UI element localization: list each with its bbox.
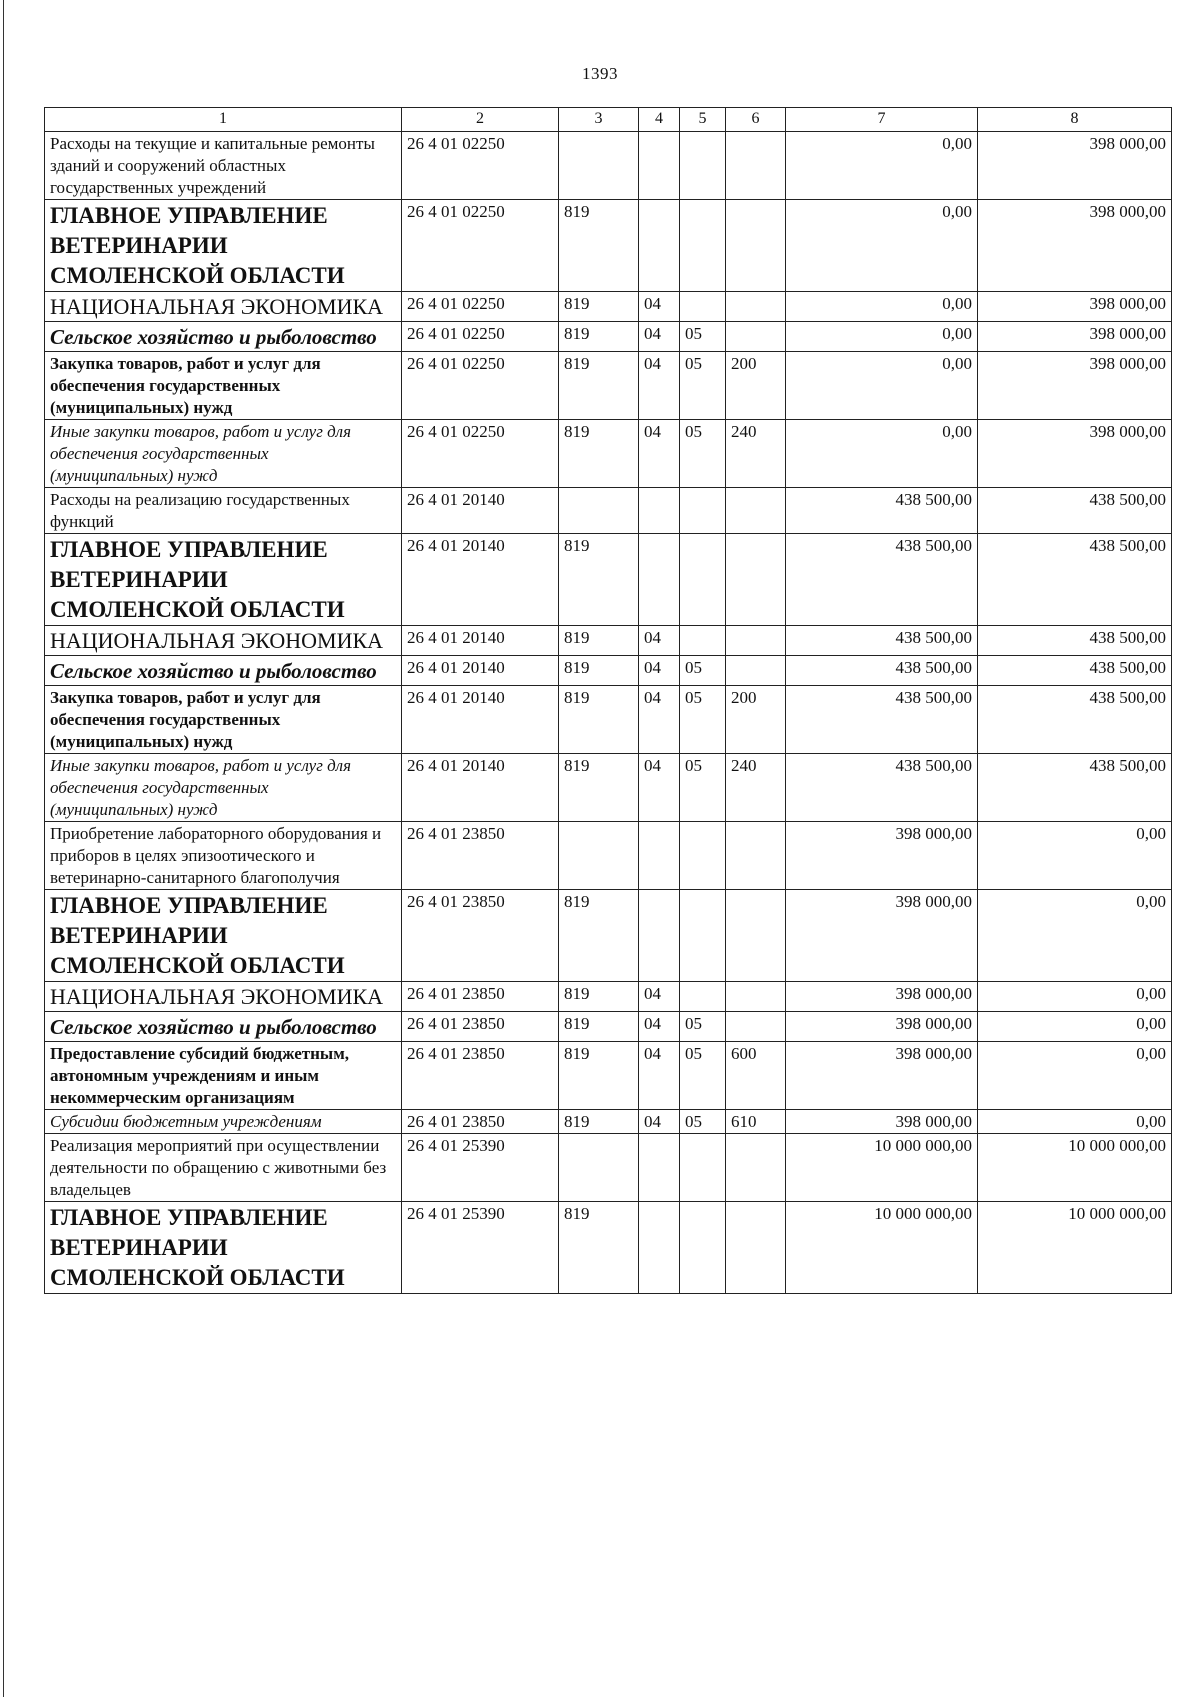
table-row	[45, 1012, 1172, 1042]
subsection-code-cell	[680, 200, 726, 292]
amount-year1-cell: 0,00	[786, 132, 978, 200]
row-name-cell: Расходы на реализацию государственных функций	[45, 488, 402, 534]
amount-year2-cell: 438 500,00	[978, 626, 1172, 656]
expense-type-cell	[726, 322, 786, 352]
target-code-cell: 26 4 01 23850	[402, 822, 559, 890]
amount-year1-cell: 398 000,00	[786, 822, 978, 890]
expense-type-cell	[726, 626, 786, 656]
row-name-cell: Сельское хозяйство и рыболовство	[45, 1012, 402, 1042]
row-name-cell: НАЦИОНАЛЬНАЯ ЭКОНОМИКА	[45, 626, 402, 656]
expense-type-cell	[726, 200, 786, 292]
header-cell: 3	[559, 108, 639, 132]
subsection-code-cell	[680, 626, 726, 656]
admin-code-cell: 819	[559, 656, 639, 686]
left-margin-line	[3, 0, 4, 1697]
header-cell: 7	[786, 108, 978, 132]
subsection-code-cell	[680, 822, 726, 890]
expense-type-cell	[726, 982, 786, 1012]
expense-type-cell	[726, 890, 786, 982]
amount-year2-cell: 438 500,00	[978, 754, 1172, 822]
amount-year1-cell: 0,00	[786, 200, 978, 292]
header-cell: 5	[680, 108, 726, 132]
amount-year1-cell: 0,00	[786, 420, 978, 488]
row-name-cell: Закупка товаров, работ и услуг для обеспечения государственных (муниципальных) нужд	[45, 686, 402, 754]
table-row	[45, 754, 1172, 822]
amount-year2-cell: 0,00	[978, 1042, 1172, 1110]
target-code-cell: 26 4 01 23850	[402, 1042, 559, 1110]
target-code-cell: 26 4 01 25390	[402, 1202, 559, 1294]
target-code-cell: 26 4 01 20140	[402, 754, 559, 822]
target-code-cell: 26 4 01 20140	[402, 534, 559, 626]
row-name-cell: Расходы на текущие и капитальные ремонты зданий и сооружений областных государственных учреждений	[45, 132, 402, 200]
expense-type-cell: 240	[726, 420, 786, 488]
expense-type-cell	[726, 132, 786, 200]
table-row	[45, 488, 1172, 534]
target-code-cell: 26 4 01 23850	[402, 982, 559, 1012]
amount-year1-cell: 438 500,00	[786, 534, 978, 626]
header-cell: 6	[726, 108, 786, 132]
admin-code-cell: 819	[559, 890, 639, 982]
budget-table	[44, 107, 1172, 1294]
admin-code-cell: 819	[559, 686, 639, 754]
amount-year2-cell: 10 000 000,00	[978, 1202, 1172, 1294]
table-row	[45, 656, 1172, 686]
amount-year2-cell: 0,00	[978, 890, 1172, 982]
subsection-code-cell: 05	[680, 1042, 726, 1110]
header-cell: 4	[639, 108, 680, 132]
table-row	[45, 1042, 1172, 1110]
row-name-cell: Иные закупки товаров, работ и услуг для обеспечения государственных (муниципальных) нужд	[45, 420, 402, 488]
section-code-cell: 04	[639, 686, 680, 754]
target-code-cell: 26 4 01 02250	[402, 292, 559, 322]
section-code-cell	[639, 1134, 680, 1202]
amount-year2-cell: 398 000,00	[978, 292, 1172, 322]
table-row	[45, 420, 1172, 488]
amount-year2-cell: 0,00	[978, 1012, 1172, 1042]
target-code-cell: 26 4 01 20140	[402, 488, 559, 534]
subsection-code-cell: 05	[680, 420, 726, 488]
amount-year1-cell: 438 500,00	[786, 626, 978, 656]
row-name-cell: Сельское хозяйство и рыболовство	[45, 656, 402, 686]
amount-year2-cell: 398 000,00	[978, 132, 1172, 200]
row-name-cell: Субсидии бюджетным учреждениям	[45, 1110, 402, 1134]
section-code-cell	[639, 890, 680, 982]
target-code-cell: 26 4 01 23850	[402, 890, 559, 982]
expense-type-cell: 600	[726, 1042, 786, 1110]
subsection-code-cell	[680, 1134, 726, 1202]
admin-code-cell: 819	[559, 1202, 639, 1294]
row-name-cell: Сельское хозяйство и рыболовство	[45, 322, 402, 352]
expense-type-cell	[726, 1202, 786, 1294]
row-name-cell: ГЛАВНОЕ УПРАВЛЕНИЕ ВЕТЕРИНАРИИ СМОЛЕНСКОЙ ОБЛАСТИ	[45, 200, 402, 292]
expense-type-cell: 610	[726, 1110, 786, 1134]
section-code-cell	[639, 200, 680, 292]
amount-year1-cell: 0,00	[786, 322, 978, 352]
row-name-cell: Приобретение лабораторного оборудования и приборов в целях эпизоотического и ветеринарно-санитарного благополучия	[45, 822, 402, 890]
section-code-cell: 04	[639, 626, 680, 656]
admin-code-cell	[559, 822, 639, 890]
header-row	[45, 108, 1172, 132]
amount-year2-cell: 0,00	[978, 822, 1172, 890]
table-row	[45, 352, 1172, 420]
subsection-code-cell	[680, 1202, 726, 1294]
amount-year1-cell: 438 500,00	[786, 754, 978, 822]
amount-year2-cell: 438 500,00	[978, 686, 1172, 754]
amount-year2-cell: 438 500,00	[978, 488, 1172, 534]
admin-code-cell	[559, 132, 639, 200]
amount-year1-cell: 398 000,00	[786, 1042, 978, 1110]
row-name-cell: ГЛАВНОЕ УПРАВЛЕНИЕ ВЕТЕРИНАРИИ СМОЛЕНСКОЙ ОБЛАСТИ	[45, 890, 402, 982]
expense-type-cell	[726, 1134, 786, 1202]
row-name-cell: НАЦИОНАЛЬНАЯ ЭКОНОМИКА	[45, 292, 402, 322]
expense-type-cell	[726, 534, 786, 626]
amount-year2-cell: 398 000,00	[978, 200, 1172, 292]
subsection-code-cell: 05	[680, 1110, 726, 1134]
admin-code-cell: 819	[559, 292, 639, 322]
subsection-code-cell	[680, 890, 726, 982]
expense-type-cell	[726, 488, 786, 534]
amount-year1-cell: 398 000,00	[786, 982, 978, 1012]
section-code-cell: 04	[639, 1012, 680, 1042]
subsection-code-cell: 05	[680, 322, 726, 352]
section-code-cell: 04	[639, 292, 680, 322]
section-code-cell	[639, 822, 680, 890]
admin-code-cell: 819	[559, 754, 639, 822]
row-name-cell: ГЛАВНОЕ УПРАВЛЕНИЕ ВЕТЕРИНАРИИ СМОЛЕНСКОЙ ОБЛАСТИ	[45, 534, 402, 626]
section-code-cell	[639, 132, 680, 200]
row-name-cell: Реализация мероприятий при осуществлении деятельности по обращению с животными без владельцев	[45, 1134, 402, 1202]
admin-code-cell: 819	[559, 420, 639, 488]
target-code-cell: 26 4 01 20140	[402, 626, 559, 656]
amount-year1-cell: 438 500,00	[786, 656, 978, 686]
admin-code-cell: 819	[559, 322, 639, 352]
section-code-cell: 04	[639, 1042, 680, 1110]
section-code-cell	[639, 488, 680, 534]
admin-code-cell: 819	[559, 1042, 639, 1110]
amount-year1-cell: 398 000,00	[786, 1110, 978, 1134]
section-code-cell: 04	[639, 322, 680, 352]
page-number: 1393	[582, 64, 618, 83]
row-name-cell: ГЛАВНОЕ УПРАВЛЕНИЕ ВЕТЕРИНАРИИ СМОЛЕНСКОЙ ОБЛАСТИ	[45, 1202, 402, 1294]
amount-year1-cell: 0,00	[786, 352, 978, 420]
table-row	[45, 1134, 1172, 1202]
target-code-cell: 26 4 01 02250	[402, 420, 559, 488]
target-code-cell: 26 4 01 02250	[402, 322, 559, 352]
table-row	[45, 982, 1172, 1012]
target-code-cell: 26 4 01 02250	[402, 200, 559, 292]
table-row	[45, 322, 1172, 352]
amount-year2-cell: 438 500,00	[978, 534, 1172, 626]
amount-year2-cell: 398 000,00	[978, 420, 1172, 488]
amount-year1-cell: 398 000,00	[786, 890, 978, 982]
row-name-cell: Иные закупки товаров, работ и услуг для обеспечения государственных (муниципальных) нужд	[45, 754, 402, 822]
table-row	[45, 1110, 1172, 1134]
row-name-cell: Закупка товаров, работ и услуг для обеспечения государственных (муниципальных) нужд	[45, 352, 402, 420]
admin-code-cell	[559, 1134, 639, 1202]
amount-year1-cell: 438 500,00	[786, 686, 978, 754]
header-cell: 1	[45, 108, 402, 132]
subsection-code-cell: 05	[680, 1012, 726, 1042]
target-code-cell: 26 4 01 02250	[402, 352, 559, 420]
section-code-cell: 04	[639, 420, 680, 488]
header-cell: 8	[978, 108, 1172, 132]
subsection-code-cell: 05	[680, 754, 726, 822]
admin-code-cell: 819	[559, 200, 639, 292]
admin-code-cell: 819	[559, 1110, 639, 1134]
header-cell: 2	[402, 108, 559, 132]
amount-year2-cell: 398 000,00	[978, 352, 1172, 420]
target-code-cell: 26 4 01 23850	[402, 1012, 559, 1042]
section-code-cell: 04	[639, 982, 680, 1012]
table-row	[45, 200, 1172, 292]
table-row	[45, 822, 1172, 890]
admin-code-cell: 819	[559, 1012, 639, 1042]
table-row	[45, 292, 1172, 322]
table-row	[45, 890, 1172, 982]
amount-year2-cell: 438 500,00	[978, 656, 1172, 686]
section-code-cell: 04	[639, 352, 680, 420]
subsection-code-cell	[680, 292, 726, 322]
expense-type-cell: 240	[726, 754, 786, 822]
target-code-cell: 26 4 01 20140	[402, 656, 559, 686]
subsection-code-cell	[680, 534, 726, 626]
subsection-code-cell	[680, 488, 726, 534]
amount-year2-cell: 10 000 000,00	[978, 1134, 1172, 1202]
admin-code-cell: 819	[559, 534, 639, 626]
subsection-code-cell: 05	[680, 656, 726, 686]
target-code-cell: 26 4 01 25390	[402, 1134, 559, 1202]
amount-year1-cell: 438 500,00	[786, 488, 978, 534]
expense-type-cell	[726, 292, 786, 322]
section-code-cell	[639, 534, 680, 626]
subsection-code-cell	[680, 982, 726, 1012]
table-body	[45, 108, 1172, 1294]
admin-code-cell	[559, 488, 639, 534]
amount-year1-cell: 0,00	[786, 292, 978, 322]
amount-year1-cell: 398 000,00	[786, 1012, 978, 1042]
amount-year2-cell: 0,00	[978, 982, 1172, 1012]
table-row	[45, 534, 1172, 626]
amount-year2-cell: 398 000,00	[978, 322, 1172, 352]
expense-type-cell: 200	[726, 686, 786, 754]
expense-type-cell: 200	[726, 352, 786, 420]
admin-code-cell: 819	[559, 982, 639, 1012]
table-row	[45, 132, 1172, 200]
admin-code-cell: 819	[559, 352, 639, 420]
row-name-cell: НАЦИОНАЛЬНАЯ ЭКОНОМИКА	[45, 982, 402, 1012]
amount-year1-cell: 10 000 000,00	[786, 1134, 978, 1202]
amount-year2-cell: 0,00	[978, 1110, 1172, 1134]
table-row	[45, 686, 1172, 754]
target-code-cell: 26 4 01 20140	[402, 686, 559, 754]
section-code-cell: 04	[639, 1110, 680, 1134]
section-code-cell: 04	[639, 656, 680, 686]
section-code-cell	[639, 1202, 680, 1294]
subsection-code-cell: 05	[680, 352, 726, 420]
table-row	[45, 626, 1172, 656]
table-row	[45, 1202, 1172, 1294]
expense-type-cell	[726, 656, 786, 686]
target-code-cell: 26 4 01 02250	[402, 132, 559, 200]
expense-type-cell	[726, 822, 786, 890]
admin-code-cell: 819	[559, 626, 639, 656]
amount-year1-cell: 10 000 000,00	[786, 1202, 978, 1294]
expense-type-cell	[726, 1012, 786, 1042]
target-code-cell: 26 4 01 23850	[402, 1110, 559, 1134]
section-code-cell: 04	[639, 754, 680, 822]
subsection-code-cell	[680, 132, 726, 200]
row-name-cell: Предоставление субсидий бюджетным, автономным учреждениям и иным некоммерческим организациям	[45, 1042, 402, 1110]
subsection-code-cell: 05	[680, 686, 726, 754]
